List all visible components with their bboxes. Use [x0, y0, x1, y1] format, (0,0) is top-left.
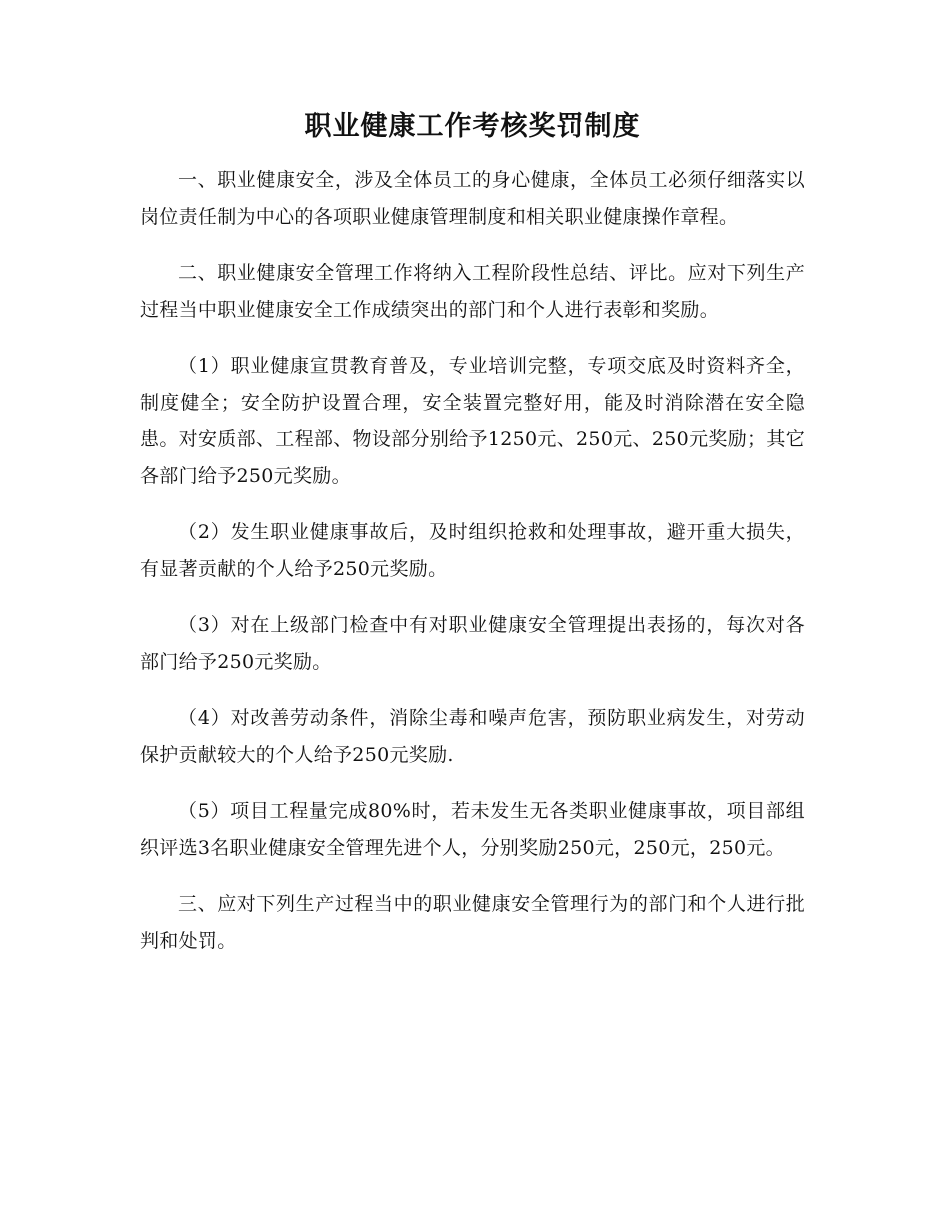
- document-title: 职业健康工作考核奖罚制度: [304, 111, 641, 142]
- paragraph-item-1: （1）职业健康宣贯教育普及，专业培训完整，专项交底及时资料齐全，制度健全；安全防护设置合理，安全装置完整好用，能及时消除潜在安全隐患。对安质部、工程部、物设部分别给予1250元、250元、250元奖励；其它各部门给予250元奖励。: [140, 355, 805, 487]
- paragraph-3: 三、应对下列生产过程当中的职业健康安全管理行为的部门和个人进行批判和处罚。: [140, 893, 805, 952]
- document-page: [140, 108, 805, 979]
- paragraph-item-3: （3）对在上级部门检查中有对职业健康安全管理提出表扬的，每次对各部门给予250元奖励。: [140, 614, 805, 673]
- paragraph-item-2: （2）发生职业健康事故后，及时组织抢救和处理事故，避开重大损失，有显著贡献的个人给予250元奖励。: [140, 521, 805, 580]
- paragraph-item-4: （4）对改善劳动条件，消除尘毒和噪声危害，预防职业病发生，对劳动保护贡献较大的个人给予250元奖励.: [140, 707, 805, 766]
- paragraph-item-5: （5）项目工程量完成80%时，若未发生无各类职业健康事故，项目部组织评选3名职业健康安全管理先进个人，分别奖励250元，250元，250元。: [140, 800, 805, 859]
- paragraph-2: 二、职业健康安全管理工作将纳入工程阶段性总结、评比。应对下列生产过程当中职业健康安全工作成绩突出的部门和个人进行表彰和奖励。: [140, 262, 805, 321]
- paragraph-1: 一、职业健康安全，涉及全体员工的身心健康，全体员工必须仔细落实以岗位责任制为中心的各项职业健康管理制度和相关职业健康操作章程。: [140, 169, 805, 228]
